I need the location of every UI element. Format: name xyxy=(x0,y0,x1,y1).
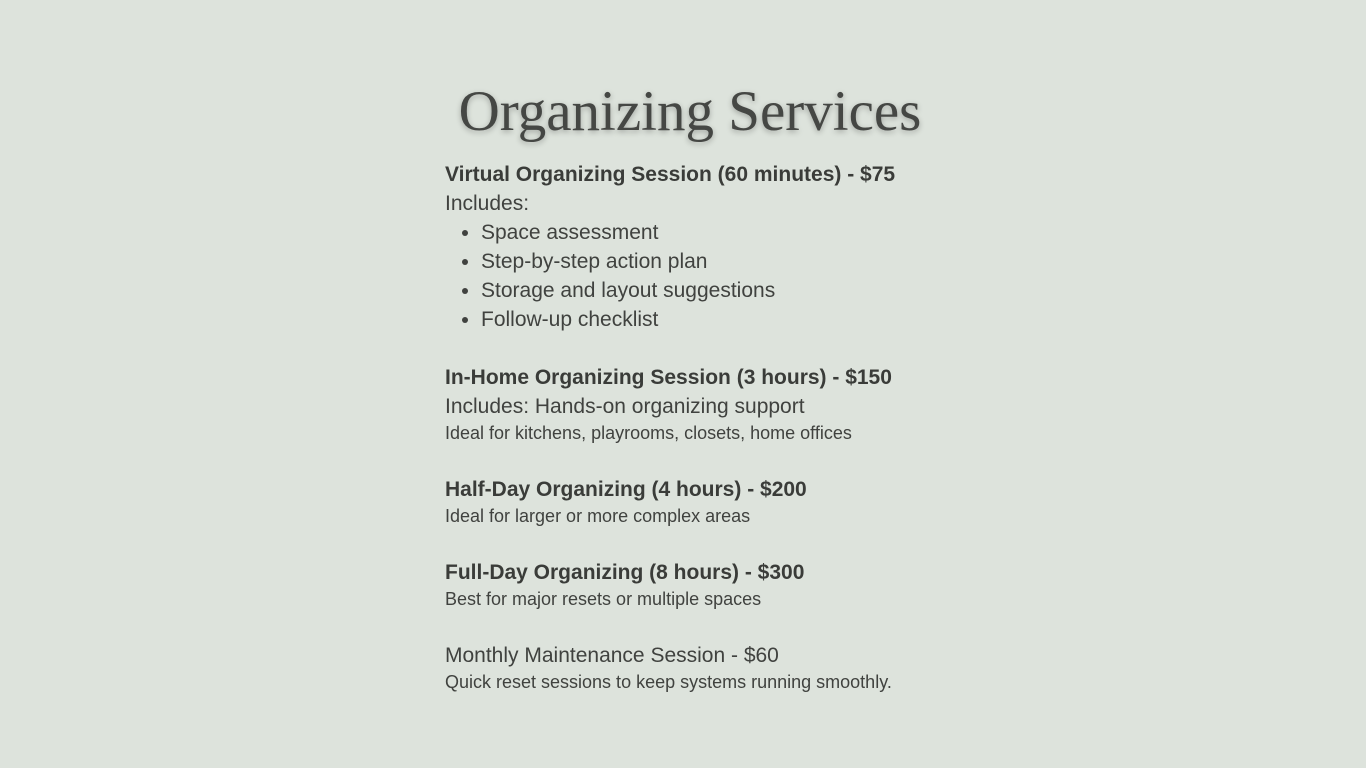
services-list xyxy=(445,160,1045,695)
list-item: • Space assessment xyxy=(481,218,1045,247)
page-title: Organizing Services xyxy=(458,80,922,143)
service-maintenance xyxy=(445,641,1045,695)
divider-space xyxy=(445,334,1045,363)
service-heading: In-Home Organizing Session (3 hours) - $150 xyxy=(445,366,892,389)
service-virtual xyxy=(445,160,1045,334)
divider-space xyxy=(445,529,1045,558)
service-heading: Monthly Maintenance Session - $60 xyxy=(445,644,779,667)
service-heading: Full-Day Organizing (8 hours) - $300 xyxy=(445,561,805,584)
list-item: • Storage and layout suggestions xyxy=(481,276,1045,305)
service-full-day xyxy=(445,558,1045,612)
service-includes: Includes: Hands-on organizing support xyxy=(445,395,805,418)
service-heading: Half-Day Organizing (4 hours) - $200 xyxy=(445,478,807,501)
service-note: Ideal for larger or more complex areas xyxy=(445,506,751,526)
service-heading: Virtual Organizing Session (60 minutes) - $75 xyxy=(445,163,896,186)
service-note: Ideal for kitchens, playrooms, closets, home offices xyxy=(445,423,852,443)
includes-list xyxy=(445,218,1045,334)
service-in-home xyxy=(445,363,1045,446)
includes-label: Includes: xyxy=(445,192,530,215)
list-item: • Step-by-step action plan xyxy=(481,247,1045,276)
service-note: Quick reset sessions to keep systems running smoothly. xyxy=(445,672,892,692)
service-half-day xyxy=(445,475,1045,529)
service-note: Best for major resets or multiple spaces xyxy=(445,589,762,609)
list-item: • Follow-up checklist xyxy=(481,305,1045,334)
divider-space xyxy=(445,612,1045,641)
divider-space xyxy=(445,446,1045,475)
